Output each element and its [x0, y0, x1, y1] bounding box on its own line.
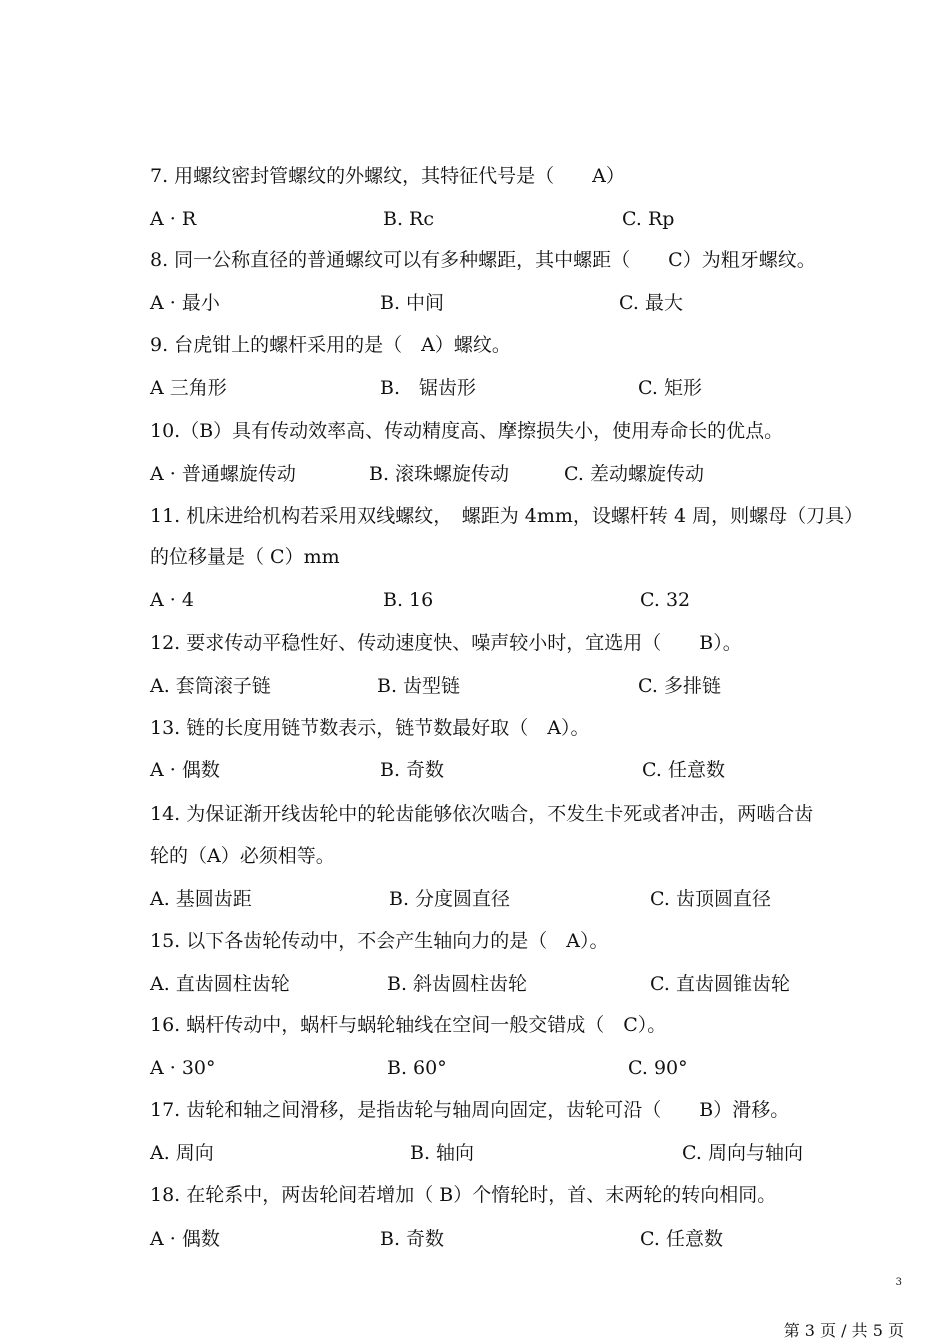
option-a: A. 基圆齿距: [150, 888, 252, 910]
option-a: A. 周向: [150, 1142, 214, 1164]
question-11-continued: 的位移量是（ C）mm: [150, 546, 340, 568]
option-c: C. 齿顶圆直径: [650, 888, 771, 910]
question-18: 18. 在轮系中，两齿轮间若增加（ B）个惰轮时，首、末两轮的转向相同。: [150, 1184, 777, 1206]
option-b: B. 分度圆直径: [389, 888, 511, 910]
question-14-continued: 轮的（A）必须相等。: [150, 845, 335, 867]
option-b: B. 16: [383, 589, 434, 611]
page-footer: 第 3 页 / 共 5 页: [783, 1321, 904, 1340]
option-c: C. 任意数: [640, 1228, 723, 1250]
option-c: C. 多排链: [638, 675, 721, 697]
option-a: A · R: [150, 208, 197, 230]
option-a: A · 偶数: [150, 759, 220, 781]
option-b: B. 奇数: [380, 759, 445, 781]
option-b: B. 60°: [387, 1057, 447, 1079]
option-c: C. 矩形: [638, 377, 702, 399]
question-15: 15. 以下各齿轮传动中，不会产生轴向力的是（ A）。: [150, 930, 609, 952]
question-10: 10.（B）具有传动效率高、传动精度高、摩擦损失小，使用寿命长的优点。: [150, 420, 784, 442]
option-c: C. 直齿圆锥齿轮: [650, 973, 790, 995]
question-14: 14. 为保证渐开线齿轮中的轮齿能够依次啮合，不发生卡死或者冲击，两啮合齿: [150, 803, 814, 825]
option-b: B. 锯齿形: [380, 377, 477, 399]
option-c: C. 周向与轴向: [682, 1142, 803, 1164]
question-8: 8. 同一公称直径的普通螺纹可以有多种螺距，其中螺距（ C）为粗牙螺纹。: [150, 249, 816, 271]
option-b: B. 齿型链: [377, 675, 461, 697]
option-a: A · 偶数: [150, 1228, 220, 1250]
option-c: C. 最大: [619, 292, 683, 314]
question-16: 16. 蜗杆传动中，蜗杆与蜗轮轴线在空间一般交错成（ C）。: [150, 1014, 667, 1036]
question-9: 9. 台虎钳上的螺杆采用的是（ A）螺纹。: [150, 334, 511, 356]
option-b: B. 轴向: [410, 1142, 475, 1164]
question-17: 17. 齿轮和轴之间滑移，是指齿轮与轴周向固定，齿轮可沿（ B）滑移。: [150, 1099, 790, 1121]
option-b: B. Rc: [383, 208, 434, 230]
option-a: A · 最小: [150, 292, 220, 314]
option-b: B. 滚珠螺旋传动: [369, 463, 510, 485]
option-c: C. 90°: [628, 1057, 688, 1079]
option-c: C. 32: [640, 589, 691, 611]
option-a: A · 30°: [150, 1057, 216, 1079]
question-7: 7. 用螺纹密封管螺纹的外螺纹，其特征代号是（ A）: [150, 165, 625, 187]
option-c: C. 任意数: [642, 759, 725, 781]
option-c: C. 差动螺旋传动: [564, 463, 704, 485]
option-a: A · 4: [150, 589, 194, 611]
question-11: 11. 机床进给机构若采用双线螺纹， 螺距为 4mm，设螺杆转 4 周，则螺母（刀具）: [150, 505, 864, 527]
option-b: B. 奇数: [380, 1228, 445, 1250]
option-c: C. Rp: [622, 208, 675, 230]
question-13: 13. 链的长度用链节数表示，链节数最好取（ A）。: [150, 717, 590, 739]
question-12: 12. 要求传动平稳性好、传动速度快、噪声较小时，宜选用（ B）。: [150, 632, 742, 654]
page-number: 3: [895, 1277, 902, 1288]
option-b: B. 斜齿圆柱齿轮: [387, 973, 528, 995]
option-a: A · 普通螺旋传动: [150, 463, 296, 485]
option-a: A. 套筒滚子链: [150, 675, 271, 697]
option-a: A 三角形: [150, 377, 227, 399]
option-b: B. 中间: [380, 292, 445, 314]
option-a: A. 直齿圆柱齿轮: [150, 973, 290, 995]
